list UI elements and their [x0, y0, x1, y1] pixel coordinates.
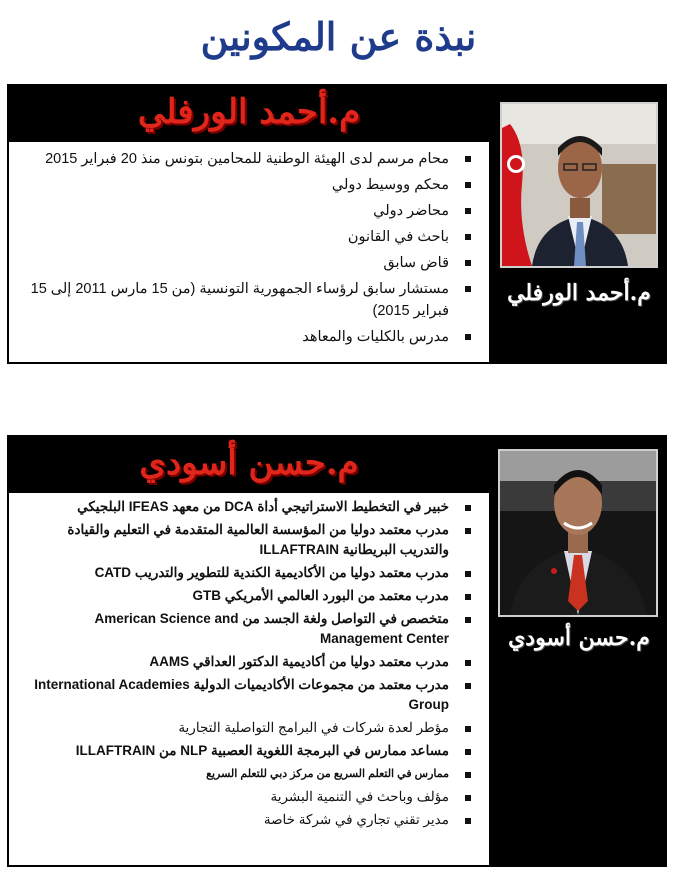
- bio-item: محكم ووسيط دولي: [15, 174, 479, 196]
- page-title: نبذة عن المكونين: [200, 14, 477, 59]
- trainer-1-photo: [500, 102, 658, 268]
- trainer-1-caption: م.أحمد الورفلي: [507, 280, 651, 306]
- bio-item: مدرب معتمد من البورد العالمي الأمريكي GTB: [15, 586, 479, 606]
- trainer-2-photo: [498, 449, 658, 617]
- bio-item: مدرب معتمد من مجموعات الأكاديميات الدولية International Academies Group: [15, 675, 479, 715]
- trainer-card-2: [7, 435, 667, 867]
- bio-item: محاضر دولي: [15, 200, 479, 222]
- trainer-2-banner-name: م.حسن أسودي: [139, 443, 359, 483]
- trainer-1-bio-list: [9, 148, 489, 348]
- bio-item: مساعد ممارس في البرمجة اللغوية العصبية NLP من ILLAFTRAIN: [15, 741, 479, 761]
- trainer-2-bio-list: [9, 497, 489, 830]
- bio-item: مدير تقني تجاري في شركة خاصة: [15, 810, 479, 830]
- bio-item: مؤلف وباحث في التنمية البشرية: [15, 787, 479, 807]
- bio-item: محام مرسم لدى الهيئة الوطنية للمحامين بتونس منذ 20 فبراير 2015: [15, 148, 479, 170]
- bio-item: مدرب معتمد دوليا من أكاديمية الدكتور العداقي AAMS: [15, 652, 479, 672]
- trainer-1-bio: [9, 142, 489, 362]
- trainer-2-caption: م.حسن أسودي: [508, 625, 650, 651]
- bio-item: مستشار سابق لرؤساء الجمهورية التونسية (من 15 مارس 2011 إلى 15 فبراير 2015): [15, 278, 479, 322]
- trainer-1-banner: [7, 84, 491, 140]
- bio-item: ممارس في التعلم السريع من مركز دبي للتعلم السريع: [15, 764, 479, 784]
- bio-item: مؤطر لعدة شركات في البرامج التواصلية التجارية: [15, 718, 479, 738]
- portrait-image: [502, 104, 656, 266]
- bio-item: متخصص في التواصل ولغة الجسد من American Science and Management Center: [15, 609, 479, 649]
- trainer-2-bio: [9, 493, 489, 865]
- bio-item: مدرب معتمد دوليا من المؤسسة العالمية المتقدمة في التعليم والقيادة والتدريب البريطانية ILLAFTRAIN: [15, 520, 479, 560]
- trainer-card-1: [7, 84, 667, 364]
- bio-item: مدرس بالكليات والمعاهد: [15, 326, 479, 348]
- bio-item: باحث في القانون: [15, 226, 479, 248]
- trainer-1-banner-name: م.أحمد الورفلي: [137, 92, 361, 132]
- bio-item: قاض سابق: [15, 252, 479, 274]
- bio-item: خبير في التخطيط الاستراتيجي أداة DCA من معهد IFEAS البلجيكي: [15, 497, 479, 517]
- portrait-image: [500, 451, 656, 615]
- bio-item: مدرب معتمد دوليا من الأكاديمية الكندية للتطوير والتدريب CATD: [15, 563, 479, 583]
- trainer-2-banner: [7, 435, 491, 491]
